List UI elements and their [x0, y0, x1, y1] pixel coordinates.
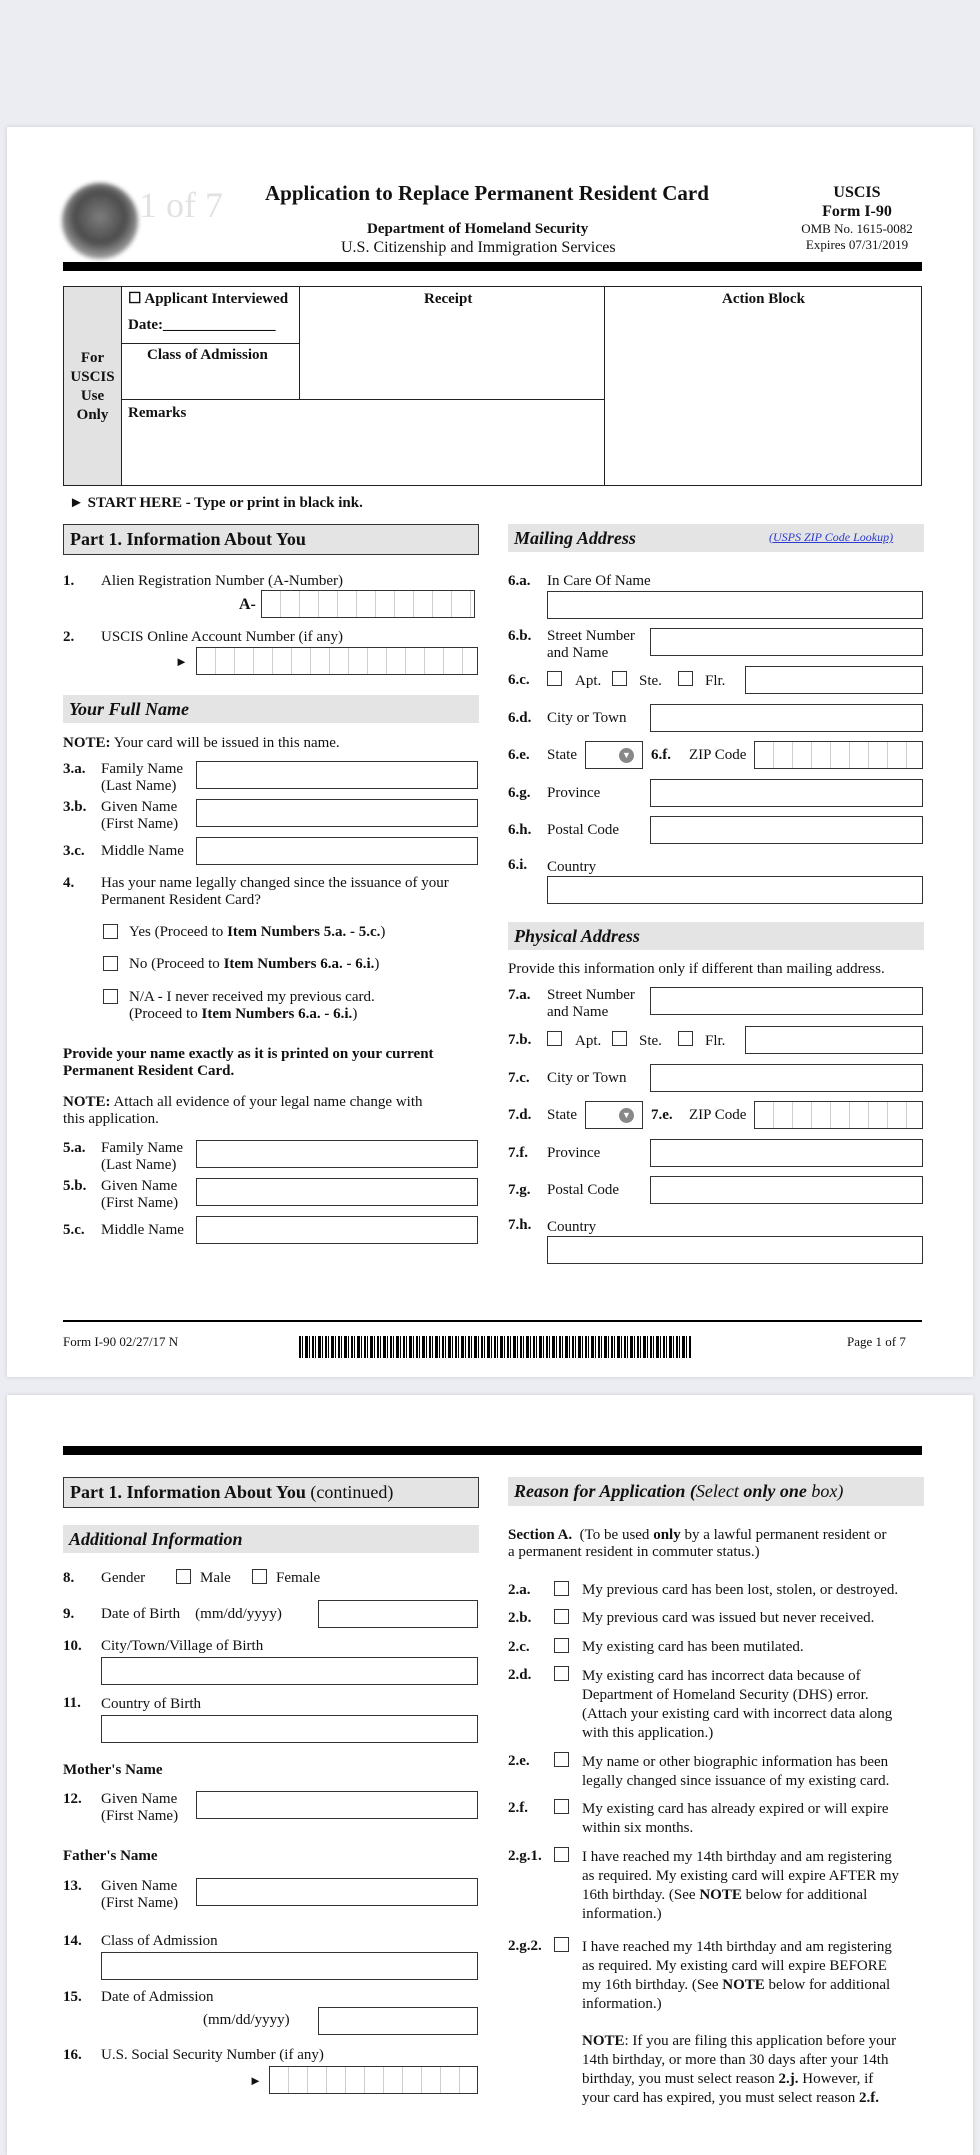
q9-label: Date of Birth (mm/dd/yyyy) — [101, 1606, 282, 1622]
r2e-number: 2.e. — [508, 1753, 530, 1769]
full-name-title: Your Full Name — [69, 699, 190, 719]
reason-2e-checkbox[interactable] — [554, 1752, 569, 1767]
mailing-state-select[interactable] — [585, 741, 643, 769]
reason-2g2-label: I have reached my 14th birthday and am registering as required. My existing card will expire BEFORE my 16th birthday. (See NOTE below for additional information.) — [582, 1939, 892, 2012]
full-name-header — [63, 695, 479, 723]
q6h-number: 6.h. — [508, 822, 532, 838]
form-page-1 — [7, 127, 973, 1377]
physical-apt-checkbox[interactable] — [547, 1031, 562, 1046]
physical-street-input[interactable] — [650, 987, 923, 1015]
reason-2b-label: My previous card was issued but never received. — [582, 1610, 875, 1626]
provide-name-instruction: Provide your name exactly as it is printed on your current Permanent Resident Card. — [63, 1046, 434, 1079]
q1-label: Alien Registration Number (A-Number) — [101, 573, 344, 589]
expiry-date: Expires 07/31/2019 — [805, 237, 909, 252]
section-a-text: Section A. (To be used only by a lawful permanent resident or a permanent resident in commuter status.) — [508, 1527, 887, 1560]
remarks-label: Remarks — [128, 405, 187, 421]
q4-no-checkbox[interactable] — [103, 956, 118, 971]
mothers-name-label: Mother's Name — [63, 1762, 163, 1778]
header-rule — [63, 1446, 922, 1455]
physical-province-input[interactable] — [650, 1139, 923, 1167]
female-label: Female — [276, 1570, 321, 1586]
reason-2b-checkbox[interactable] — [554, 1609, 569, 1624]
q3c-number: 3.c. — [63, 843, 85, 859]
reason-2d-label: My existing card has incorrect data because of Department of Homeland Security (DHS) error. (Attach your existing card with incorrect data along with this application.) — [582, 1668, 893, 1741]
physical-address-header: Physical Address — [508, 922, 924, 950]
mother-given-name-input[interactable] — [196, 1791, 478, 1819]
q7g-label: Postal Code — [547, 1182, 620, 1198]
physical-apt-label: Apt. — [575, 1033, 602, 1049]
mailing-ste-checkbox[interactable] — [612, 671, 627, 686]
q6i-label: Country — [547, 859, 597, 875]
q4-yes-label: Yes (Proceed to Item Numbers 5.a. - 5.c.) — [129, 924, 386, 940]
q3c-label: Middle Name — [101, 843, 184, 859]
q7h-number: 7.h. — [508, 1217, 532, 1233]
father-given-name-input[interactable] — [196, 1878, 478, 1906]
q6e-label: State — [547, 747, 577, 763]
q6f-number: 6.f. — [651, 747, 671, 763]
q10-number: 10. — [63, 1638, 82, 1654]
applicant-interviewed[interactable]: ☐ Applicant Interviewed — [128, 291, 289, 307]
fathers-name-label: Father's Name — [63, 1848, 158, 1864]
physical-address-note: Provide this information only if different than mailing address. — [508, 961, 885, 977]
receipt-label: Receipt — [424, 291, 473, 307]
current-given-name-input[interactable] — [196, 1178, 478, 1206]
reason-2f-label: My existing card has already expired or will expire within six months. — [582, 1801, 889, 1836]
reason-2c-label: My existing card has been mutilated. — [582, 1639, 804, 1655]
q8-number: 8. — [63, 1570, 75, 1586]
footer-page-number: Page 1 of 7 — [847, 1334, 906, 1349]
reason-2c-checkbox[interactable] — [554, 1638, 569, 1653]
q6a-label: In Care Of Name — [547, 573, 651, 589]
additional-info-header: Additional Information — [63, 1525, 479, 1553]
q12-number: 12. — [63, 1791, 82, 1807]
side-label-line: For — [80, 350, 105, 366]
physical-postal-input[interactable] — [650, 1176, 923, 1204]
q7e-label: ZIP Code — [689, 1107, 747, 1123]
q4-na-label: N/A - I never received my previous card. (Proceed to Item Numbers 6.a. - 6.i.) — [129, 989, 375, 1022]
physical-ste-checkbox[interactable] — [612, 1031, 627, 1046]
q15-label: Date of Admission — [101, 1989, 214, 2005]
q5b-number: 5.b. — [63, 1178, 87, 1194]
q13-label: Given Name (First Name) — [101, 1878, 179, 1911]
part1-continued-header: Part 1. Information About You (continued) — [63, 1477, 479, 1508]
q3b-number: 3.b. — [63, 799, 87, 815]
form-header-right — [777, 183, 937, 253]
q3b-label: Given Name (First Name) — [101, 799, 179, 832]
form-title: Application to Replace Permanent Resident Card — [265, 181, 709, 205]
side-label-line: USCIS — [70, 369, 115, 385]
physical-ste-label: Ste. — [639, 1033, 662, 1049]
physical-city-input[interactable] — [650, 1064, 923, 1092]
q3a-label: Family Name (Last Name) — [101, 761, 184, 794]
a-number-input[interactable] — [261, 590, 475, 618]
mailing-street-input[interactable] — [650, 628, 923, 656]
ssn-input[interactable] — [269, 2066, 478, 2094]
male-checkbox[interactable] — [176, 1569, 191, 1584]
reason-2g1-checkbox[interactable] — [554, 1847, 569, 1862]
q7f-number: 7.f. — [508, 1145, 528, 1161]
omb-number: OMB No. 1615-0082 — [801, 221, 913, 236]
q6a-number: 6.a. — [508, 573, 531, 589]
q14-number: 14. — [63, 1933, 82, 1949]
mailing-city-input[interactable] — [650, 704, 923, 732]
header-rule — [63, 262, 922, 271]
q5b-label: Given Name (First Name) — [101, 1178, 179, 1211]
reason-header: Reason for Application (Select only one box) — [508, 1477, 924, 1506]
q7g-number: 7.g. — [508, 1182, 531, 1198]
q3a-number: 3.a. — [63, 761, 86, 777]
r2d-number: 2.d. — [508, 1667, 532, 1683]
start-here: ► START HERE - Type or print in black ink. — [69, 495, 363, 511]
footer-form-id: Form I-90 02/27/17 N — [63, 1334, 179, 1349]
q6c-number: 6.c. — [508, 672, 530, 688]
physical-country-input[interactable] — [547, 1236, 923, 1264]
q7d-number: 7.d. — [508, 1107, 532, 1123]
chevron-down-icon: ▼ — [619, 1108, 634, 1123]
q6h-label: Postal Code — [547, 822, 620, 838]
page-overlay-text: 1 of 7 — [139, 185, 223, 225]
current-family-name-input[interactable] — [196, 1140, 478, 1168]
reason-2g1-label: I have reached my 14th birthday and am registering as required. My existing card will expire AFTER my 16th birthday. (See NOTE below for additional information.) — [582, 1849, 900, 1922]
city-of-birth-input[interactable] — [101, 1657, 478, 1685]
q2-arrow: ► — [175, 654, 188, 669]
physical-unit-input[interactable] — [745, 1026, 923, 1054]
q11-number: 11. — [63, 1695, 81, 1711]
uscis-account-input[interactable] — [196, 647, 478, 675]
side-label-line: Use — [80, 388, 105, 404]
physical-flr-label: Flr. — [705, 1033, 726, 1049]
q5a-number: 5.a. — [63, 1140, 86, 1156]
note2: NOTE: Attach all evidence of your legal name change with this application. — [63, 1094, 423, 1127]
a-number-prefix: A- — [239, 596, 256, 613]
q6g-number: 6.g. — [508, 785, 531, 801]
q6d-label: City or Town — [547, 710, 627, 726]
q4-number: 4. — [63, 875, 75, 891]
subagency-name: U.S. Citizenship and Immigration Services — [341, 239, 616, 256]
q7a-number: 7.a. — [508, 987, 531, 1003]
reason-2f-checkbox[interactable] — [554, 1799, 569, 1814]
q16-label: U.S. Social Security Number (if any) — [101, 2047, 324, 2063]
r2g1-number: 2.g.1. — [508, 1848, 542, 1864]
male-label: Male — [200, 1570, 231, 1586]
q4-no-label: No (Proceed to Item Numbers 6.a. - 6.i.) — [129, 956, 380, 972]
mailing-province-input[interactable] — [650, 779, 923, 807]
mailing-unit-input[interactable] — [745, 666, 923, 694]
physical-state-select[interactable] — [585, 1101, 643, 1129]
in-care-of-input[interactable] — [547, 591, 923, 619]
chevron-down-icon: ▼ — [619, 748, 634, 763]
q5c-number: 5.c. — [63, 1222, 85, 1238]
uscis-side-label — [64, 287, 122, 485]
physical-flr-checkbox[interactable] — [678, 1031, 693, 1046]
q16-number: 16. — [63, 2047, 82, 2063]
q6b-number: 6.b. — [508, 628, 532, 644]
r2f-number: 2.f. — [508, 1800, 528, 1816]
q7c-number: 7.c. — [508, 1070, 530, 1086]
class-of-admission-input[interactable] — [101, 1952, 478, 1980]
date-of-birth-input[interactable] — [318, 1600, 478, 1628]
footer-rule — [63, 1320, 922, 1322]
mailing-ste-label: Ste. — [639, 673, 662, 689]
uscis-use-only-box — [63, 286, 922, 486]
mailing-apt-checkbox[interactable] — [547, 671, 562, 686]
q13-number: 13. — [63, 1878, 82, 1894]
reason-note: NOTE: If you are filing this application before your 14th birthday, or more than 30 days after your 14th birthday, you must select reason 2.j. However, if your card has expired, you must select reason 2.f. — [582, 2033, 897, 2106]
mailing-postal-input[interactable] — [650, 816, 923, 844]
mailing-zip-input[interactable] — [754, 741, 923, 769]
q7h-label: Country — [547, 1219, 597, 1235]
agency-name: Department of Homeland Security — [367, 221, 589, 237]
r2a-number: 2.a. — [508, 1582, 531, 1598]
q5a-label: Family Name (Last Name) — [101, 1140, 184, 1173]
q7b-number: 7.b. — [508, 1032, 532, 1048]
usps-zip-lookup-link[interactable]: (USPS ZIP Code Lookup) — [769, 530, 894, 544]
q10-label: City/Town/Village of Birth — [101, 1638, 264, 1654]
q6b-label: Street Number and Name — [547, 628, 635, 661]
reason-2a-label: My previous card has been lost, stolen, or destroyed. — [582, 1582, 899, 1598]
q16-arrow: ► — [249, 2073, 262, 2088]
q7c-label: City or Town — [547, 1070, 627, 1086]
q1-number: 1. — [63, 573, 75, 589]
mailing-country-input[interactable] — [547, 876, 923, 904]
r2b-number: 2.b. — [508, 1610, 532, 1626]
q14-label: Class of Admission — [101, 1933, 218, 1949]
r2c-number: 2.c. — [508, 1639, 530, 1655]
q6e-number: 6.e. — [508, 747, 530, 763]
q8-label: Gender — [101, 1570, 146, 1586]
form-page-2 — [7, 1395, 973, 2155]
q9-number: 9. — [63, 1606, 75, 1622]
side-label-line: Only — [76, 407, 109, 423]
mailing-flr-label: Flr. — [705, 673, 726, 689]
q7d-label: State — [547, 1107, 577, 1123]
reason-2g2-checkbox[interactable] — [554, 1937, 569, 1952]
q2-number: 2. — [63, 629, 75, 645]
action-block-label: Action Block — [722, 291, 805, 307]
q7a-label: Street Number and Name — [547, 987, 635, 1020]
mailing-apt-label: Apt. — [575, 673, 602, 689]
q6i-number: 6.i. — [508, 857, 528, 873]
date-of-admission-input[interactable] — [318, 2007, 478, 2035]
q6d-number: 6.d. — [508, 710, 532, 726]
mailing-flr-checkbox[interactable] — [678, 671, 693, 686]
note1: NOTE: Your card will be issued in this name. — [63, 735, 340, 751]
q6g-label: Province — [547, 785, 601, 801]
family-name-input[interactable] — [196, 761, 478, 789]
q7f-label: Province — [547, 1145, 601, 1161]
form-number: Form I-90 — [822, 203, 892, 220]
current-middle-name-input[interactable] — [196, 1216, 478, 1244]
q15-format: (mm/dd/yyyy) — [203, 2012, 290, 2028]
r2g2-number: 2.g.2. — [508, 1938, 542, 1954]
q11-label: Country of Birth — [101, 1696, 201, 1712]
q4-yes-checkbox[interactable] — [103, 924, 118, 939]
given-name-input[interactable] — [196, 799, 478, 827]
interview-date: Date:_______________ — [128, 317, 276, 333]
q6f-label: ZIP Code — [689, 747, 747, 763]
class-of-admission-label: Class of Admission — [147, 347, 268, 363]
reason-2a-checkbox[interactable] — [554, 1581, 569, 1596]
q4-label: Has your name legally changed since the issuance of your Permanent Resident Card? — [101, 875, 449, 908]
q15-number: 15. — [63, 1989, 82, 2005]
reason-2d-checkbox[interactable] — [554, 1666, 569, 1681]
mailing-address-header: Mailing Address — [508, 524, 924, 552]
physical-zip-input[interactable] — [754, 1101, 923, 1129]
middle-name-input[interactable] — [196, 837, 478, 865]
country-of-birth-input[interactable] — [101, 1715, 478, 1743]
q2-label: USCIS Online Account Number (if any) — [101, 629, 344, 645]
part1-header: Part 1. Information About You — [63, 524, 479, 555]
q5c-label: Middle Name — [101, 1222, 184, 1238]
barcode — [299, 1336, 691, 1358]
q4-na-checkbox[interactable] — [103, 989, 118, 1004]
uscis-label: USCIS — [833, 184, 881, 201]
reason-2e-label: My name or other biographic information has been legally changed since issuance of my existing card. — [582, 1754, 890, 1789]
q7e-number: 7.e. — [651, 1107, 673, 1123]
female-checkbox[interactable] — [252, 1569, 267, 1584]
q12-label: Given Name (First Name) — [101, 1791, 179, 1824]
dhs-seal — [62, 183, 138, 259]
